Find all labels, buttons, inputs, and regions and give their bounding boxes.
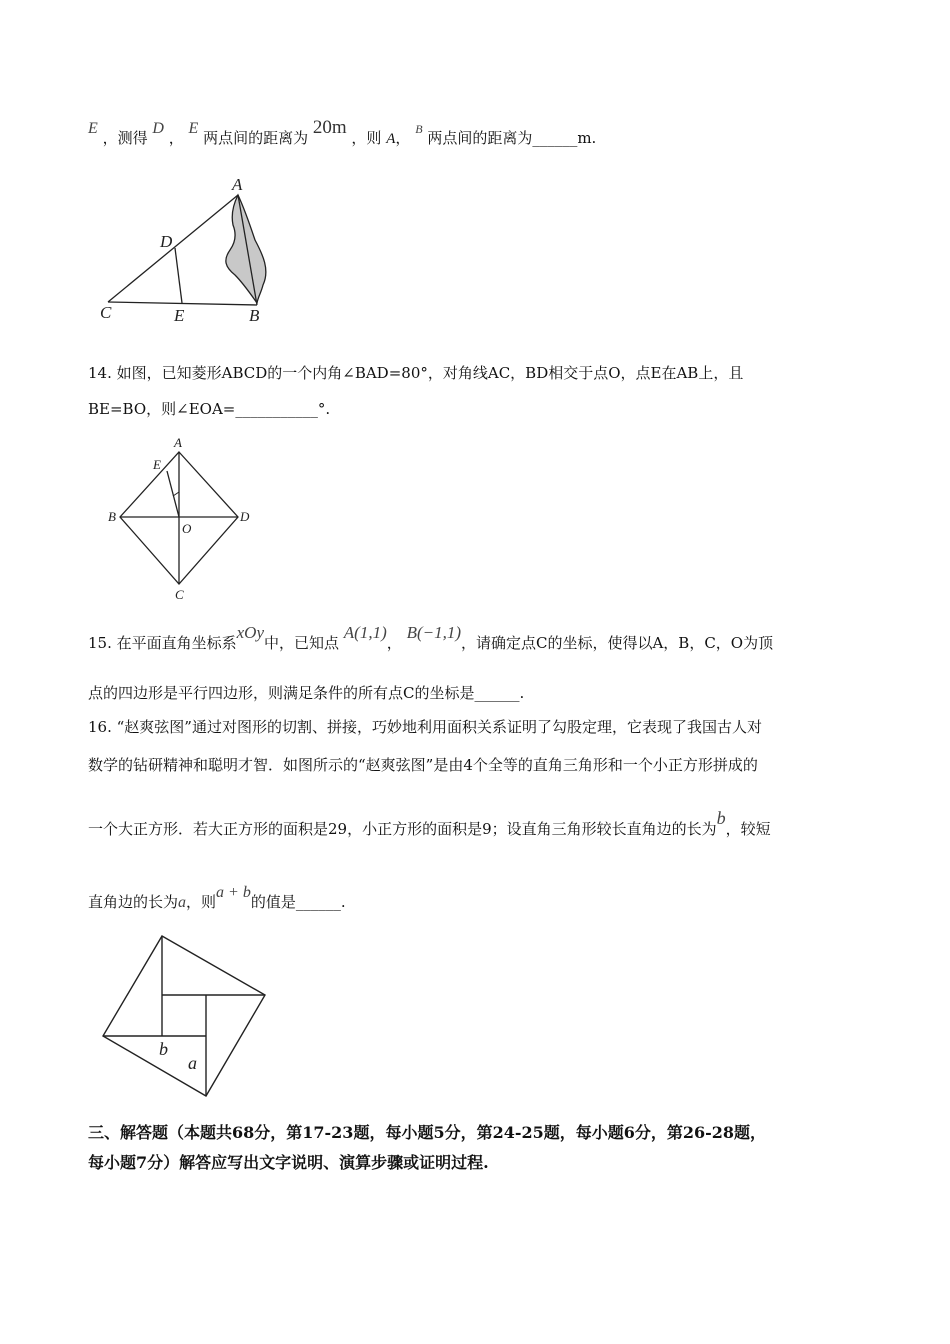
q16-line1: 16. “赵爽弦图”通过对图形的切割、拼接，巧妙地利用面积关系证明了勾股定理，它表现了我国古人对 — [88, 718, 762, 736]
q14-line1: 14. 如图，已知菱形ABCD的一个内角∠BAD=80°，对角线AC，BD相交于点O，点E在AB上，且 — [88, 364, 744, 382]
figure-16 — [95, 930, 275, 1100]
fig14-line-EO — [167, 471, 179, 517]
fig14-label-O: O — [182, 521, 192, 536]
q16-a: a — [178, 894, 187, 911]
fig14-label-E: E — [153, 457, 161, 472]
q13-comma1: ， — [168, 129, 184, 147]
q16-line3-text: 一个大正方形．若大正方形的面积是29，小正方形的面积是9；设直角三角形较长直角边的长为 — [88, 820, 717, 838]
q16-b: b — [716, 808, 726, 828]
q16-line3 — [88, 808, 771, 839]
q13-line — [88, 117, 597, 149]
q13-E2: E — [188, 120, 199, 137]
q15-line2: 点的四边形是平行四边形，则满足条件的所有点C的坐标是______. — [88, 684, 525, 702]
q15-point-A: A(1,1) — [343, 623, 387, 642]
q16-line4 — [88, 884, 346, 913]
q15-text2: 中，已知点 — [264, 634, 340, 652]
q15-line1 — [88, 623, 774, 653]
fig13-label-B: B — [249, 306, 260, 325]
q16-a-plus-b: a + b — [216, 884, 251, 901]
figure-13 — [95, 175, 295, 325]
q13-D: D — [152, 120, 164, 137]
section3-line2: 每小题7分）解答应写出文字说明、演算步骤或证明过程. — [88, 1153, 489, 1172]
q16-line4-text: 直角边的长为 — [88, 893, 179, 911]
fig13-line-AC — [108, 195, 238, 302]
q13-text2: 两点间的距离为 — [203, 129, 309, 147]
q16-line3-end: ，较短 — [725, 820, 771, 838]
fig14-label-B: B — [108, 509, 116, 524]
fig14-label-A: A — [174, 435, 182, 450]
fig13-label-A: A — [232, 175, 243, 194]
q15-comma: ， — [386, 634, 402, 652]
q16-line4-end: 的值是______. — [250, 893, 346, 911]
q13-comma2: ， — [395, 129, 411, 147]
q14-line2: BE=BO，则∠EOA=___________°. — [88, 400, 331, 418]
q13-A: A — [386, 131, 396, 147]
fig16-label-b: b — [159, 1039, 168, 1059]
fig14-label-D: D — [240, 509, 250, 524]
fig13-shaded-region — [226, 195, 266, 303]
q15-xoy: xOy — [236, 623, 264, 642]
fig16-big-square — [103, 936, 265, 1096]
q16-line2: 数学的钻研精神和聪明才智．如图所示的“赵爽弦图”是由4个全等的直角三角形和一个小正方形拼成的 — [88, 756, 758, 774]
q13-text4: 两点间的距离为______m. — [427, 129, 597, 147]
q15-text3: ，请确定点C的坐标，使得以A，B，C，O为顶 — [461, 634, 774, 652]
q13-distance: 20m — [312, 117, 347, 138]
figure-14 — [105, 434, 265, 604]
fig14-angle-mark — [173, 492, 179, 496]
q15-text1: 15. 在平面直角坐标系 — [88, 634, 237, 652]
q16-line4-text2: ，则 — [186, 893, 217, 911]
q13-E1: E — [88, 120, 98, 137]
section3-line1: 三、解答题（本题共68分，第17-23题，每小题5分，第24-25题，每小题6分，第26-28题， — [88, 1123, 767, 1142]
fig13-label-D: D — [160, 232, 173, 251]
fig13-label-E: E — [174, 306, 185, 325]
fig14-label-C: C — [175, 587, 184, 602]
q13-text3: ，则 — [351, 129, 382, 147]
fig16-label-a: a — [188, 1053, 197, 1073]
fig13-line-DE — [175, 248, 182, 303]
fig13-label-C: C — [100, 303, 112, 322]
q13-B: B — [415, 122, 423, 136]
q13-text1: ，测得 — [102, 129, 148, 147]
q15-point-B: B(−1,1) — [406, 623, 461, 642]
